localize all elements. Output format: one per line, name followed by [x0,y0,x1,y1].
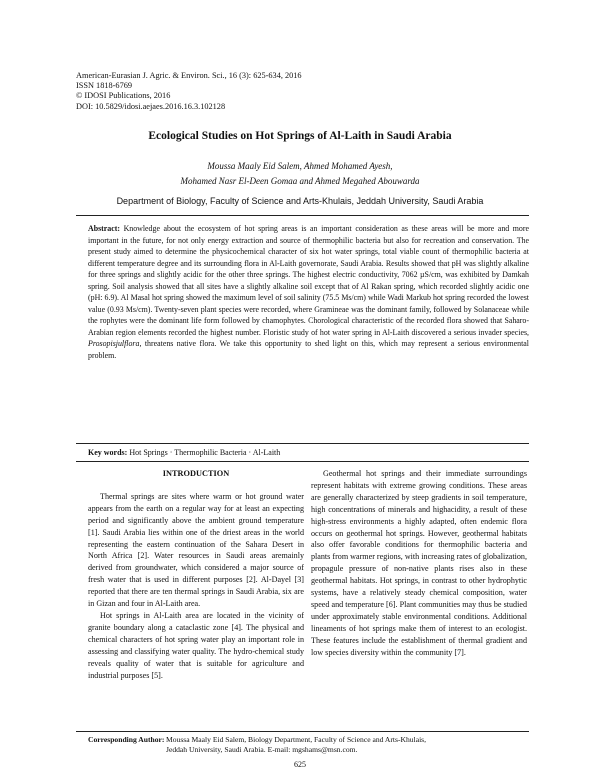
authors-line-2: Mohamed Nasr El-Deen Gomaa and Ahmed Megahed Abouwarda [180,175,420,186]
abstract-text-end: , threatens native flora. We take this opportunity to shed light on this, which may represent a serious environmental problem. [88,339,529,360]
journal-doi[interactable]: DOI: 10.5829/idosi.aejaes.2016.16.3.102128 [76,101,226,111]
keywords-items: Hot Springs · Thermophilic Bacteria · Al-Laith [129,448,281,457]
authors-line-1: Moussa Maaly Eid Salem, Ahmed Mohamed Ayesh, [207,161,393,171]
column-left [88,468,304,681]
footer-divider [76,731,529,732]
journal-issn: ISSN 1818-6769 [76,81,133,91]
abstract-text: Knowledge about the ecosystem of hot spring areas is an important consideration as these areas will be more and more important in the future, for not only energy extraction and source of thermophilic bacteria but also for recreation and conservation. The present study aimed to determine the physicochemical character of six hot water springs, total viable count of thermophilic bacteria at different temperature degree and its surrounding flora in Al-Laith governorate, Saudi Arabia. Results showed that pH was slightly alkaline for three springs and slightly acidic for the other three springs. The highest electric conductivity, 7062 µS/cm, was exhibited by Damkah spring. Soil analysis showed that all sites have a slightly alkaline soil except that of Al Rakan spring, which recorded slightly acidic one (pH: 6.9). Al Masal hot spring showed the maximum level of soil salinity (75.5 Ms/cm) while Wadi Markub hot spring recorded the lowest value (0.93 Ms/cm). Twenty-seven plant species were recorded, where Gramineae was the dominant family, followed by Solanaceae while the rophytes were the dominant life form followed by chamophytes. Chorological characteristic of the recorded flora showed that Saharo-Arabian region elements recorded the highest number. Floristic study of hot water spring in Al-Laith discovered a serious invader species, [88,224,529,337]
keywords-label: Key words: [88,448,128,457]
journal-copyright: © IDOSI Publications, 2016 [76,91,171,101]
corresponding-label: Corresponding Author: [88,735,165,744]
top-divider [76,215,529,216]
intro-paragraph-2: Hot springs in Al-Laith area are located in the vicinity of granite boundary along a cataclastic zone [4]. The physical and chemical characters of hot spring water play an important role in assessing and classifying water quality. The hydro-chemical study reveals quality of water that is suitable for agriculture and industrial purposes [5]. [88,610,304,680]
page-number: 625 [294,760,306,769]
author-list [0,159,600,188]
intro-paragraph-3: Geothermal hot springs and their immediate surroundings represent habitats with extreme growing conditions. These areas are generally characterized by steep gradients in soil temperature, high concentrations of minerals and highacidity, a result of these high-stress environments a highly adapted, often endemic flora occurs on geothermal hot springs. However, geothermal habitats also offer favorable conditions for thermophilic bacteria and plants from warmer regions, with increasing rates of globalization, propagule pressure of non-native plants rises also in these geothermal habitats. Hot springs, in contrast to other hydrophytic systems, have a relatively steady chemical composition, water speed and temperature [6]. Plant communities may thus be studied under approximately stable environmental conditions. Additional lineaments of hot springs make them of interest to an ecologist. These features include the establishment of thermal gradient and low species diversity within the community [7]. [311,469,527,657]
corresponding-line-1: Moussa Maaly Eid Salem, Biology Department, Faculty of Science and Arts-Khulais, [166,735,427,744]
corresponding-line-2: Jeddah University, Saudi Arabia. E-mail: mgshams@msn.com. [166,745,358,755]
keywords-bottom-divider [76,461,529,462]
intro-paragraph-1: Thermal springs are sites where warm or hot ground water appears from the earth on a regular way for at least an expecting period and significantly above the ambient ground temperature [1]. Saudi Arabia lies within one of the driest areas in the world representing the eastern continuation of the Sahara Desert in North Africa [2]. Water resources in Saudi areas aremainly derived from groundwater, which considered a major source of fresh water that is used in different purposes [2]. Al-Dayel [3] reported that there are ten thermal springs in Saudi Arabia, six are in Gizan and four in Al-Laith area. [88,491,304,609]
abstract [88,223,529,361]
keywords-top-divider [76,443,529,444]
introduction-heading: INTRODUCTION [162,469,230,478]
affiliation: Department of Biology, Faculty of Science and Arts-Khulais, Jeddah University, Saudi Arabia [116,196,484,206]
column-right [311,468,527,659]
keywords [88,448,529,457]
abstract-label: Abstract: [88,224,120,233]
abstract-species: Prosopisjulflora [88,339,140,348]
paper-title: Ecological Studies on Hot Springs of Al-Laith in Saudi Arabia [148,130,452,142]
journal-citation: American-Eurasian J. Agric. & Environ. Sci., 16 (3): 625-634, 2016 [76,71,302,80]
corresponding-author [88,735,529,756]
journal-header [76,71,376,112]
